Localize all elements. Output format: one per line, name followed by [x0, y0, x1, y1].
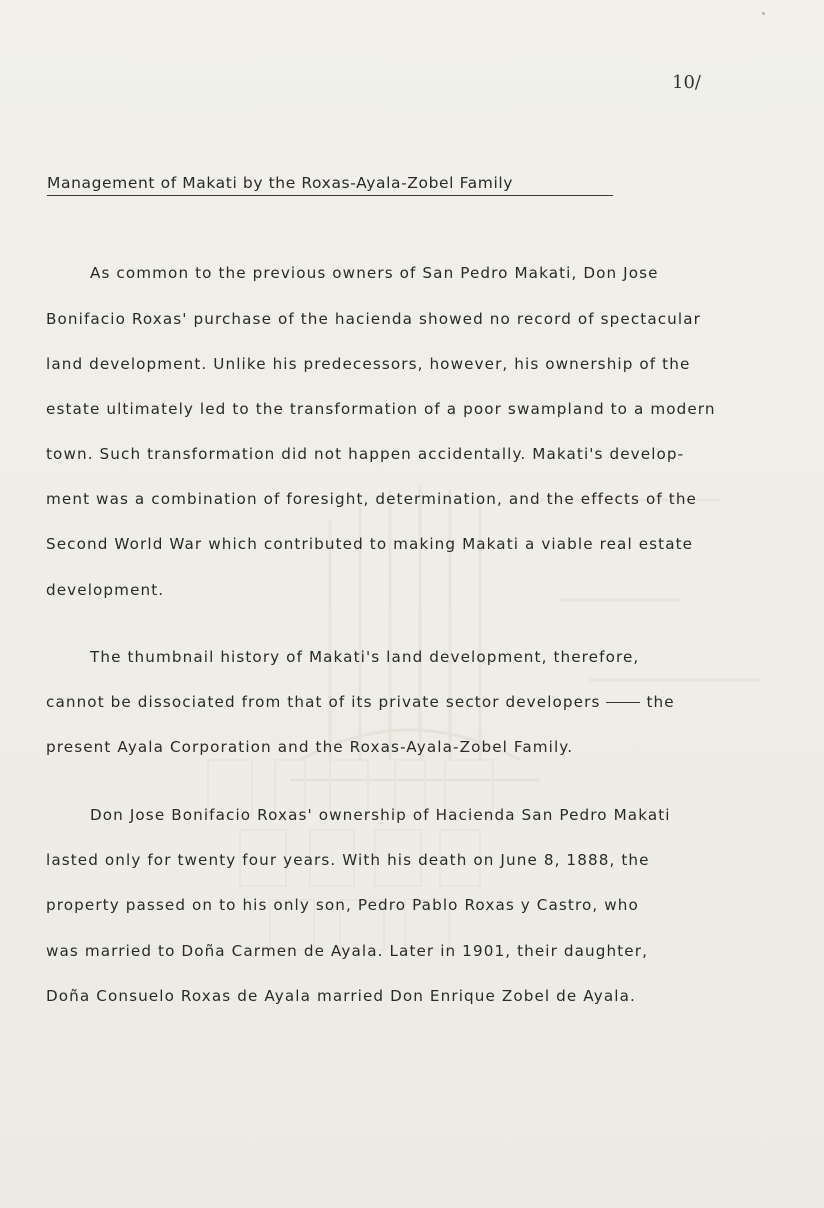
- paragraph-line: lasted only for twenty four years. With his death on June 8, 1888, the: [46, 851, 650, 869]
- paragraph-line: present Ayala Corporation and the Roxas-Ayala-Zobel Family.: [46, 738, 574, 756]
- paragraph-line: Second World War which contributed to making Makati a viable real estate: [46, 535, 694, 553]
- paragraph-line: [46, 693, 675, 711]
- paragraph-line: town. Such transformation did not happen accidentally. Makati's develop-: [46, 445, 685, 463]
- section-heading: Management of Makati by the Roxas-Ayala-Zobel Family: [47, 174, 613, 196]
- paragraph-line: property passed on to his only son, Pedro Pablo Roxas y Castro, who: [46, 896, 639, 914]
- paragraph-line-text: cannot be dissociated from that of its private sector developers: [46, 693, 601, 711]
- paragraph-line: As common to the previous owners of San Pedro Makati, Don Jose: [90, 264, 659, 282]
- paragraph-line-text: the: [646, 693, 675, 711]
- paragraph-line: The thumbnail history of Makati's land development, therefore,: [90, 648, 640, 666]
- paragraph-line: ment was a combination of foresight, determination, and the effects of the: [46, 490, 697, 508]
- paragraph-line: development.: [46, 581, 165, 599]
- em-dash: [606, 702, 640, 703]
- paragraph-line: Bonifacio Roxas' purchase of the hacienda showed no record of spectacular: [46, 310, 701, 328]
- paragraph-line: was married to Doña Carmen de Ayala. Later in 1901, their daughter,: [46, 942, 649, 960]
- paragraph-line: Doña Consuelo Roxas de Ayala married Don Enrique Zobel de Ayala.: [46, 987, 636, 1005]
- paragraph-line: estate ultimately led to the transformation of a poor swampland to a modern: [46, 400, 716, 418]
- page-number: 10/: [672, 72, 701, 93]
- paper-speck: [762, 12, 765, 15]
- paragraph-line: land development. Unlike his predecessors, however, his ownership of the: [46, 355, 691, 373]
- paragraph-line: Don Jose Bonifacio Roxas' ownership of Hacienda San Pedro Makati: [90, 806, 671, 824]
